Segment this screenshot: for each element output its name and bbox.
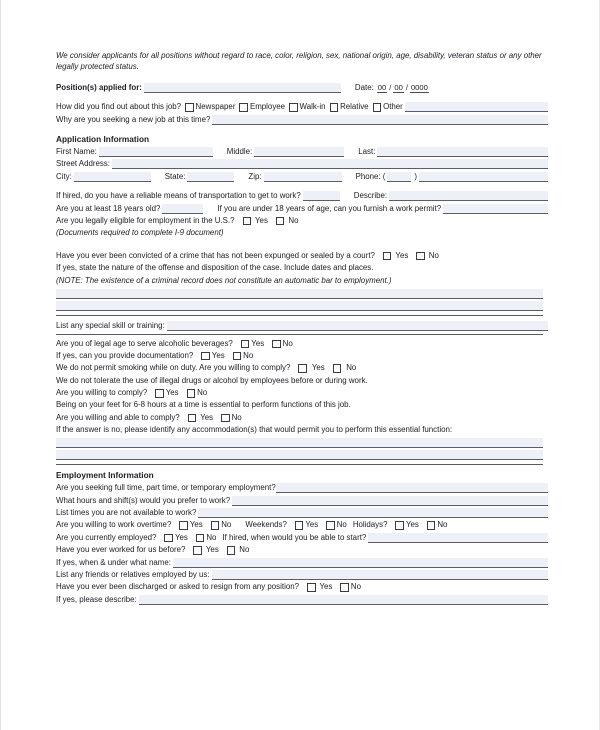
relatives-employed-row <box>56 570 548 580</box>
employment-information-heading: Employment Information <box>56 470 154 481</box>
referral-option-relative: Relative <box>340 102 369 112</box>
criminal-note-row <box>56 276 548 286</box>
us-eligible-no-label: No <box>288 215 299 225</box>
us-eligible-yes-label: Yes <box>255 215 268 225</box>
criminal-if-yes-text: If yes, state the nature of the offense and disposition of the case. Include dates and places. <box>56 263 374 273</box>
checkbox-holidays-no[interactable] <box>427 521 436 530</box>
checkbox-worked-before-no[interactable] <box>227 546 236 555</box>
overtime-no-label: No <box>221 520 232 530</box>
age-18-input[interactable] <box>162 204 203 214</box>
checkbox-criminal-no[interactable] <box>416 252 425 261</box>
phone-paren-close: ) <box>414 171 418 181</box>
employment-type-question: Are you seeking full time, part time, or temporary employment? <box>56 483 276 493</box>
middle-name-input[interactable] <box>254 147 344 157</box>
criminal-record-question: Have you ever been convicted of a crime that has not been expunged or sealed by a court? <box>56 250 375 260</box>
hours-shift-question: What hours and shift(s) would you prefer to work? <box>56 495 231 505</box>
special-skills-label: List any special skill or training: <box>56 320 165 330</box>
checkbox-willing-comply-no[interactable] <box>187 389 196 398</box>
checkbox-overtime-yes[interactable] <box>179 521 188 530</box>
currently-employed-row <box>56 533 548 543</box>
why-new-job-question: Why are you seeking a new job at this time? <box>56 114 211 124</box>
transportation-input[interactable] <box>303 191 340 201</box>
checkbox-discharged-no[interactable] <box>340 583 349 592</box>
state-input[interactable] <box>187 172 234 182</box>
phone-area-code-input[interactable] <box>387 172 411 182</box>
smoking-statement: We do not permit smoking while on duty. Are you willing to comply? <box>56 363 291 373</box>
position-label: Position(s) applied for: <box>56 82 142 92</box>
state-label: State: <box>164 171 186 181</box>
us-eligible-row <box>56 216 548 226</box>
checkbox-willing-able-yes[interactable] <box>188 414 197 423</box>
discharged-no-label: No <box>350 582 361 592</box>
divider-after-skills <box>56 334 543 335</box>
checkbox-currently-employed-yes[interactable] <box>164 534 173 543</box>
checkbox-us-eligible-no[interactable] <box>276 217 285 226</box>
i9-note-row <box>56 228 548 238</box>
date-separator-2: / <box>405 82 408 92</box>
start-date-input[interactable] <box>368 533 548 543</box>
willing-able-yes-label: Yes <box>200 412 214 422</box>
criminal-answer-block <box>56 289 548 311</box>
why-new-job-row <box>56 115 548 125</box>
relatives-employed-label: List any friends or relatives employed by us: <box>56 569 210 579</box>
weekends-yes-label: Yes <box>305 520 319 530</box>
checkbox-discharged-yes[interactable] <box>307 583 316 592</box>
discharged-describe-row <box>56 595 548 605</box>
overtime-row <box>56 520 548 530</box>
alcohol-age-yes-label: Yes <box>251 338 265 348</box>
criminal-note: (NOTE: The existence of a criminal record does not constitute an automatic bar to employment.) <box>56 275 392 285</box>
checkbox-willing-able-no[interactable] <box>221 414 230 423</box>
willing-comply-yes-label: Yes <box>165 388 179 398</box>
date-separator-1: / <box>389 82 392 92</box>
eeo-statement: We consider applicants for all positions without regard to race, color, religion, sex, national origin, age, disability, veteran status or any other legally protected status. <box>56 51 542 72</box>
willing-comply-no-label: No <box>197 388 208 398</box>
referral-option-walkin: Walk-in <box>299 102 326 112</box>
checkbox-overtime-no[interactable] <box>211 521 220 530</box>
position-input[interactable] <box>144 83 341 93</box>
city-input[interactable] <box>74 172 151 182</box>
when-under-name-input-short[interactable] <box>173 558 213 568</box>
holidays-no-label: No <box>437 520 448 530</box>
accommodation-answer-line-2[interactable] <box>56 450 543 460</box>
first-name-label: First Name: <box>56 146 97 156</box>
willing-comply-question: Are you willing to comply? <box>56 388 148 398</box>
willing-able-row <box>56 413 548 423</box>
worked-before-row <box>56 545 548 555</box>
special-skills-input[interactable] <box>167 321 548 331</box>
when-under-name-row <box>56 558 548 568</box>
i9-note: (Documents required to complete I-9 document) <box>56 228 224 238</box>
middle-name-label: Middle: <box>226 146 253 156</box>
referral-other-input[interactable] <box>405 102 548 112</box>
referral-row <box>56 102 548 112</box>
phone-number-input[interactable] <box>419 172 548 182</box>
referral-question: How did you find out about this job? <box>56 102 182 112</box>
unavailable-times-question: List times you are not available to work? <box>56 508 197 518</box>
feet-statement-row <box>56 400 548 410</box>
checkbox-worked-before-yes[interactable] <box>193 546 202 555</box>
form-sheet <box>56 50 548 607</box>
relatives-employed-input[interactable] <box>212 570 548 580</box>
checkbox-alcohol-age-yes[interactable] <box>241 340 250 349</box>
accommodation-answer-line-1[interactable] <box>56 438 543 448</box>
drugs-statement: We do not tolerate the use of illegal drugs or alcohol by employees before or during work. <box>56 375 368 385</box>
smoking-no-label: No <box>346 363 357 373</box>
criminal-yes-label: Yes <box>395 250 409 260</box>
worked-before-no-label: No <box>239 545 250 555</box>
street-address-label: Street Address: <box>56 159 110 169</box>
work-permit-question: If you are under 18 years of age, can you furnish a work permit? <box>217 203 442 213</box>
checkbox-currently-employed-no[interactable] <box>196 534 205 543</box>
divider-after-criminal <box>56 315 543 316</box>
checkbox-weekends-yes[interactable] <box>295 521 304 530</box>
application-information-heading: Application Information <box>56 133 150 144</box>
checkbox-holidays-yes[interactable] <box>395 521 404 530</box>
when-under-name-input[interactable] <box>213 558 548 568</box>
unavailable-times-row <box>56 508 548 518</box>
overtime-yes-label: Yes <box>189 520 203 530</box>
alcohol-age-row <box>56 339 548 349</box>
drugs-statement-row <box>56 376 548 386</box>
position-row <box>56 83 548 93</box>
city-label: City: <box>56 171 72 181</box>
name-row <box>56 147 548 157</box>
documentation-row <box>56 351 548 361</box>
discharged-describe-label: If yes, please describe: <box>56 594 137 604</box>
currently-employed-yes-label: Yes <box>174 532 188 542</box>
date-label: Date: <box>354 82 374 92</box>
discharged-row <box>56 582 548 592</box>
willing-able-no-label: No <box>231 412 242 422</box>
street-address-row <box>56 159 548 169</box>
smoking-yes-label: Yes <box>311 363 325 373</box>
alcohol-age-no-label: No <box>282 338 293 348</box>
transportation-row <box>56 191 548 201</box>
accommodation-answer-block <box>56 438 548 460</box>
divider-before-employment <box>56 464 543 465</box>
first-name-input[interactable] <box>99 147 213 157</box>
documentation-no-label: No <box>243 350 254 360</box>
checkbox-alcohol-age-no[interactable] <box>272 340 281 349</box>
alcohol-age-question: Are you of legal age to serve alcoholic beverages? <box>56 338 233 348</box>
when-under-name-label: If yes, when & under what name: <box>56 557 171 567</box>
discharged-describe-input[interactable] <box>139 595 548 605</box>
checkbox-smoking-no[interactable] <box>333 364 342 373</box>
street-address-input[interactable] <box>112 159 548 169</box>
currently-employed-question: Are you currently employed? <box>56 532 157 542</box>
last-name-input[interactable] <box>377 147 548 157</box>
holidays-label: Holidays? <box>352 520 388 530</box>
weekends-no-label: No <box>336 520 347 530</box>
checkbox-walk-in[interactable] <box>289 103 298 112</box>
willing-able-question: Are you willing and able to comply? <box>56 412 180 422</box>
age-18-row <box>56 204 548 214</box>
willing-comply-row <box>56 388 548 398</box>
date-day-input[interactable]: 00 <box>394 82 403 92</box>
referral-option-other: Other <box>383 102 403 112</box>
employment-type-row <box>56 483 548 493</box>
referral-option-newspaper: Newspaper <box>195 102 236 112</box>
worked-before-question: Have you ever worked for us before? <box>56 545 186 555</box>
checkbox-newspaper[interactable] <box>185 103 194 112</box>
accommodation-row <box>56 425 548 435</box>
referral-option-employee: Employee <box>249 102 286 112</box>
date-month-input[interactable]: 00 <box>377 82 387 92</box>
us-eligible-question: Are you legally eligible for employment in the U.S.? <box>56 215 235 225</box>
employment-type-input[interactable] <box>276 483 548 493</box>
checkbox-willing-comply-yes[interactable] <box>155 389 164 398</box>
documentation-yes-label: Yes <box>211 350 225 360</box>
phone-label: Phone: ( <box>355 171 386 181</box>
checkbox-documentation-no[interactable] <box>233 352 242 361</box>
criminal-if-yes-row <box>56 263 548 273</box>
documentation-question: If yes, can you provide documentation? <box>56 350 194 360</box>
holidays-yes-label: Yes <box>405 520 419 530</box>
currently-employed-no-label: No <box>206 532 217 542</box>
checkbox-relative[interactable] <box>330 103 339 112</box>
why-new-job-input[interactable] <box>212 115 548 125</box>
special-skills-row <box>56 321 548 331</box>
checkbox-weekends-no[interactable] <box>326 521 335 530</box>
overtime-question: Are you willing to work overtime? <box>56 520 172 530</box>
zip-input[interactable] <box>264 172 342 182</box>
work-permit-input[interactable] <box>443 204 548 214</box>
zip-label: Zip: <box>248 171 262 181</box>
accommodation-question: If the answer is no, please identify any accommodation(s) that would permit you to perform this essential function: <box>56 425 453 435</box>
checkbox-other[interactable] <box>373 103 382 112</box>
criminal-answer-line-2[interactable] <box>56 301 543 311</box>
last-name-label: Last: <box>358 146 376 156</box>
date-year-input[interactable]: 0000 <box>410 82 428 92</box>
hours-shift-row <box>56 496 548 506</box>
checkbox-smoking-yes[interactable] <box>298 364 307 373</box>
unavailable-times-input[interactable] <box>198 508 548 518</box>
worked-before-yes-label: Yes <box>205 545 219 555</box>
checkbox-documentation-yes[interactable] <box>201 352 210 361</box>
transportation-describe-input[interactable] <box>389 191 548 201</box>
smoking-row <box>56 363 548 373</box>
discharged-yes-label: Yes <box>319 582 333 592</box>
criminal-no-label: No <box>428 250 439 260</box>
start-date-question: If hired, when would you be able to start? <box>222 532 367 542</box>
discharged-question: Have you ever been discharged or asked to resign from any position? <box>56 582 299 592</box>
transportation-describe-label: Describe: <box>353 191 388 201</box>
age-18-question: Are you at least 18 years old? <box>56 203 161 213</box>
city-state-zip-row <box>56 172 548 182</box>
hours-shift-input[interactable] <box>232 496 548 506</box>
feet-statement: Being on your feet for 6-8 hours at a time is essential to perform functions of this job. <box>56 400 351 410</box>
criminal-answer-line-1[interactable] <box>56 289 543 299</box>
weekends-label: Weekends? <box>245 520 287 530</box>
transportation-question: If hired, do you have a reliable means of transportation to get to work? <box>56 191 301 201</box>
checkbox-us-eligible-yes[interactable] <box>243 217 252 226</box>
checkbox-employee[interactable] <box>239 103 248 112</box>
checkbox-criminal-yes[interactable] <box>383 252 392 261</box>
criminal-record-row <box>56 251 548 261</box>
